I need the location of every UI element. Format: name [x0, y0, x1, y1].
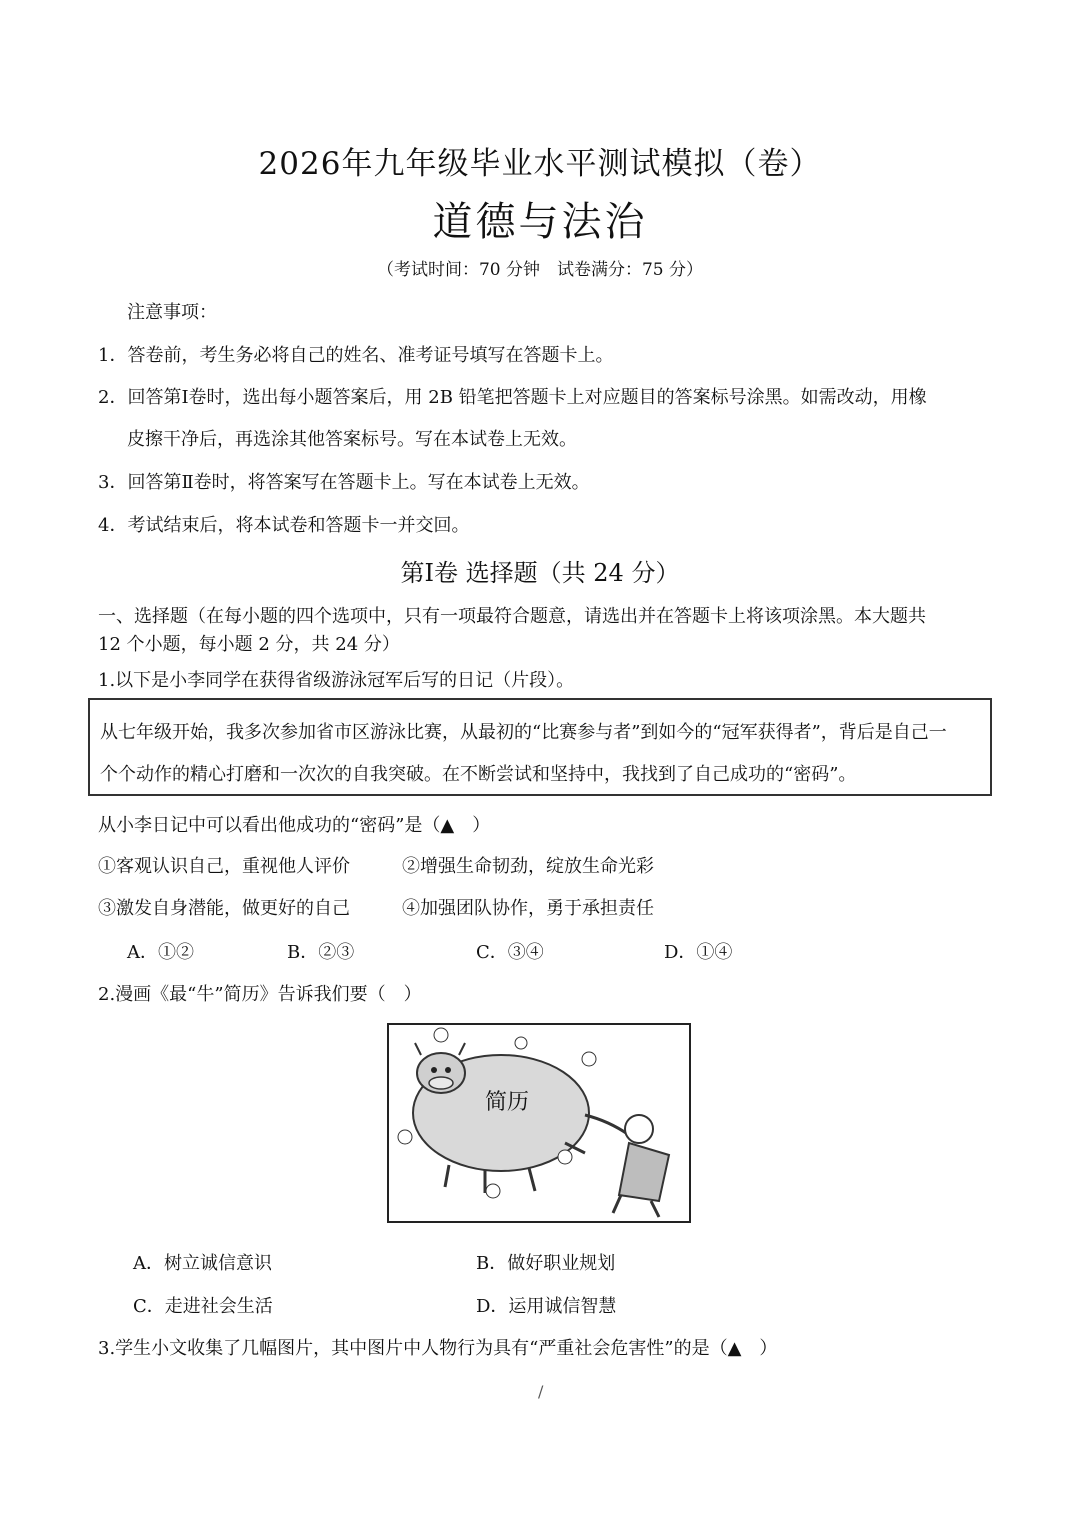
page-mark: /: [538, 1382, 544, 1401]
notice-item: 2．回答第Ⅰ卷时，选出每小题答案后，用 2B 铅笔把答题卡上对应题目的答案标号涂黑。如需改动，用橡: [98, 387, 927, 408]
option-c: C．走进社会生活: [133, 1296, 273, 1317]
statement: ④加强团队协作，勇于承担责任: [402, 898, 654, 919]
diary-box: [88, 698, 992, 796]
cartoon-image: [387, 1023, 691, 1223]
q1-question: 从小李日记中可以看出他成功的“密码”是（▲ ）: [98, 815, 491, 836]
statement: ①客观认识自己，重视他人评价: [98, 856, 350, 877]
option-c: C．③④: [476, 942, 544, 963]
notice-item: 1．答卷前，考生务必将自己的姓名、准考证号填写在答题卡上。: [98, 345, 614, 366]
q1-stem: 1.以下是小李同学在获得省级游泳冠军后写的日记（片段）。: [98, 670, 575, 691]
exam-title: 2026年九年级毕业水平测试模拟（卷）: [258, 146, 822, 182]
diary-line: 从七年级开始，我多次参加省市区游泳比赛，从最初的“比赛参与者”到如今的“冠军获得者”，背后是自己一: [100, 722, 947, 743]
option-d: D．运用诚信智慧: [476, 1296, 617, 1317]
notice-item: 3．回答第Ⅱ卷时，将答案写在答题卡上。写在本试卷上无效。: [98, 472, 590, 493]
option-a: A．树立诚信意识: [133, 1253, 272, 1274]
cartoon-drawing: [389, 1025, 689, 1221]
section-title: 第Ⅰ卷 选择题（共 24 分）: [400, 559, 680, 587]
diary-line: 个个动作的精心打磨和一次次的自我突破。在不断尝试和坚持中，我找到了自己成功的“密码”。: [100, 764, 857, 785]
statement: ③激发自身潜能，做更好的自己: [98, 898, 350, 919]
q3-stem: 3.学生小文收集了几幅图片，其中图片中人物行为具有“严重社会危害性”的是（▲ ）: [98, 1338, 778, 1359]
statement: ②增强生命韧劲，绽放生命光彩: [402, 856, 654, 877]
q2-stem: 2.漫画《最“牛”简历》告诉我们要（ ）: [98, 984, 422, 1005]
section-instruction: 一、选择题（在每小题的四个选项中，只有一项最符合题意，请选出并在答题卡上将该项涂黑。本大题共: [98, 606, 926, 627]
section-instruction: 12 个小题，每小题 2 分，共 24 分）: [98, 634, 400, 655]
option-a: A．①②: [127, 942, 194, 963]
option-b: B．做好职业规划: [476, 1253, 616, 1274]
subject-title: 道德与法治: [432, 199, 648, 245]
notice-item: 4．考试结束后，将本试卷和答题卡一并交回。: [98, 515, 470, 536]
option-b: B．②③: [287, 942, 355, 963]
notice-heading: 注意事项：: [127, 302, 217, 323]
exam-info: （考试时间：70 分钟 试卷满分：75 分）: [376, 260, 704, 280]
notice-item: 皮擦干净后，再选涂其他答案标号。写在本试卷上无效。: [127, 429, 577, 450]
option-d: D．①④: [664, 942, 733, 963]
cartoon-label: 简历: [485, 1090, 530, 1115]
